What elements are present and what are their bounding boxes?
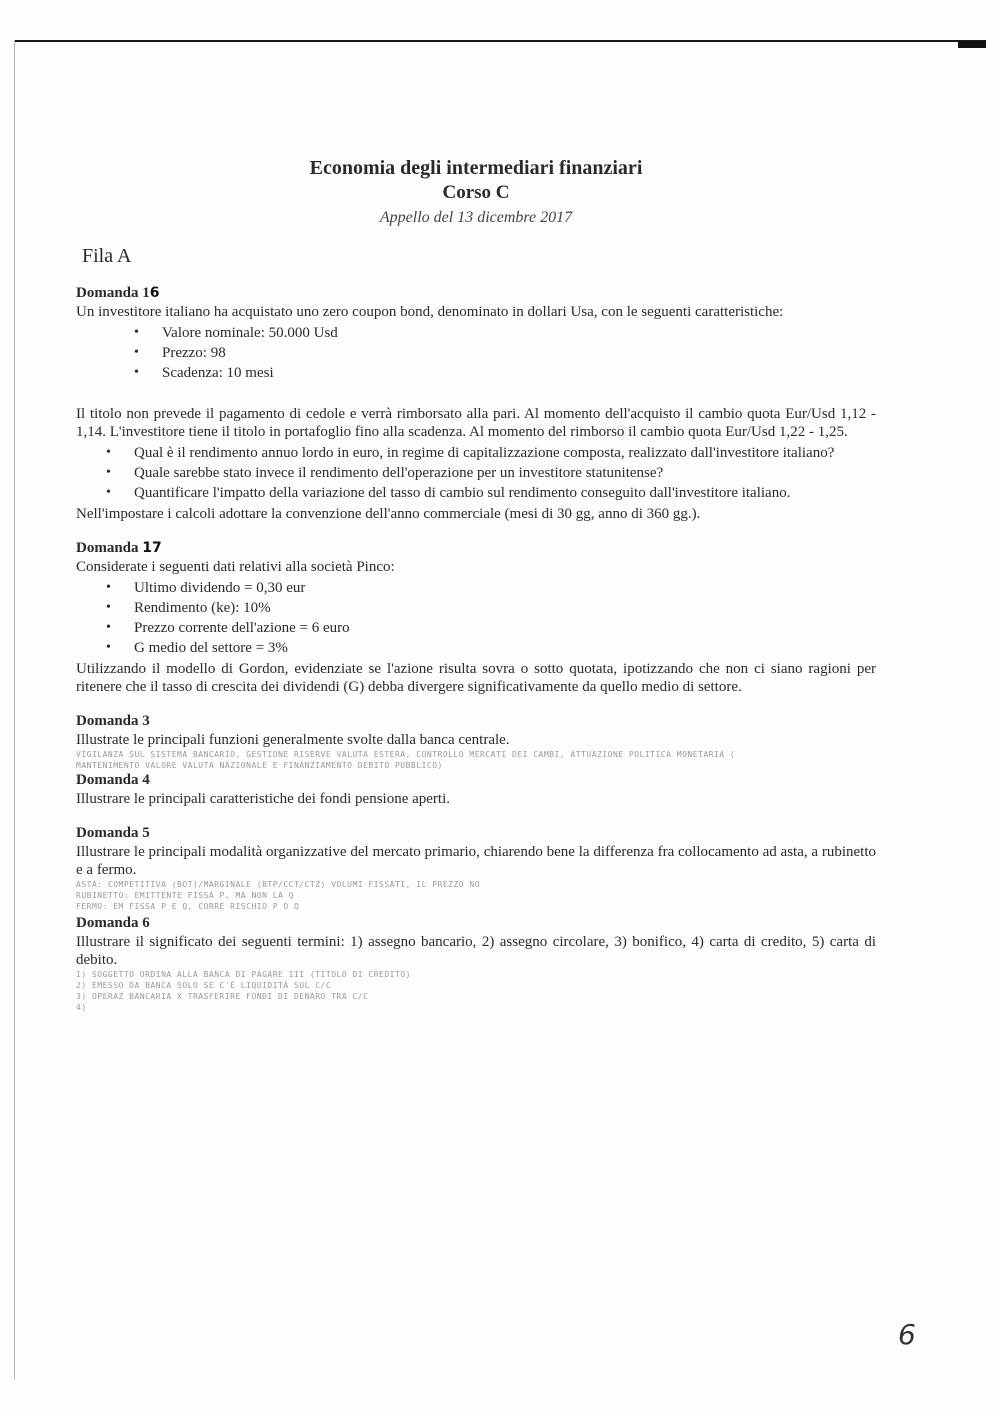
list-item: • G medio del settore = 3% xyxy=(106,638,876,658)
handwritten-annotation: 1) SOGGETTO ORDINA ALLA BANCA DI PAGARE III (TITOLO DI CREDITO) xyxy=(76,970,411,979)
exam-title: Economia degli intermediari finanziari xyxy=(309,157,643,179)
list-item: • Scadenza: 10 mesi xyxy=(134,363,876,383)
question-1-body: Il titolo non prevede il pagamento di cedole e verrà rimborsato alla pari. Al momento dell'acquisto il cambio quota Eur/Usd 1,12 - 1,14. L'investitore tiene il titolo in portafoglio fino alla scadenza. Al momento del rimborso il cambio quota Eur/Usd 1,22 - 1,25. xyxy=(76,406,876,440)
question-2-intro: Considerate i seguenti dati relativi alla società Pinco: xyxy=(76,559,395,575)
question-1-handwritten-number: 6 xyxy=(149,285,160,301)
question-4 xyxy=(76,771,876,808)
question-2 xyxy=(76,539,876,696)
question-4-text: Illustrare le principali caratteristiche dei fondi pensione aperti. xyxy=(76,791,451,807)
exam-fila: Fila A xyxy=(82,245,132,267)
scan-mark xyxy=(958,41,986,48)
handwritten-annotation: MANTENIMENTO VALORE VALUTA NAZIONALE E FINANZIAMENTO DEBITO PUBBLICO) xyxy=(76,761,443,770)
handwritten-annotation: RUBINETTO: EMITTENTE FISSA P, MA NON LA Q xyxy=(76,891,294,900)
list-item: • Prezzo: 98 xyxy=(134,343,876,363)
list-item: • Quale sarebbe stato invece il rendimento dell'operazione per un investitore statunitense? xyxy=(106,463,876,483)
question-1-note: Nell'impostare i calcoli adottare la convenzione dell'anno commerciale (mesi di 30 gg, anno di 360 gg.). xyxy=(76,506,701,522)
exam-course: Corso C xyxy=(442,182,510,203)
list-item: • Ultimo dividendo = 0,30 eur xyxy=(106,578,876,598)
list-item: • Quantificare l'impatto della variazione del tasso di cambio sul rendimento conseguito dall'investitore italiano. xyxy=(106,483,876,503)
question-5-text: Illustrare le principali modalità organizzative del mercato primario, chiarendo bene la differenza fra collocamento ad asta, a rubinetto e a fermo. xyxy=(76,844,876,878)
scan-border-left xyxy=(14,40,15,1380)
handwritten-annotation: VIGILANZA SUL SISTEMA BANCARIO, GESTIONE RISERVE VALUTA ESTERA, CONTROLLO MERCATI DEI CAMBI, ATTUAZIONE POLITICA MONETARIA ( xyxy=(76,750,736,759)
question-1-list xyxy=(76,323,876,383)
question-6-text: Illustrare il significato dei seguenti termini: 1) assegno bancario, 2) assegno circolare, 3) bonifico, 4) carta di credito, 5) carta di debito. xyxy=(76,934,876,968)
question-2-handwritten-number: 17 xyxy=(142,540,162,556)
question-5 xyxy=(76,824,876,912)
list-item: • Valore nominale: 50.000 Usd xyxy=(134,323,876,343)
handwritten-page-number: 6 xyxy=(898,1318,916,1351)
question-4-label: Domanda 4 xyxy=(76,772,150,788)
question-1 xyxy=(76,284,876,523)
handwritten-annotation: ASTA: COMPETITIVA (BOT)/MARGINALE (BTP/CCT/CTZ) VOLUMI FISSATI, IL PREZZO NO xyxy=(76,880,481,889)
list-item: • Prezzo corrente dell'azione = 6 euro xyxy=(106,618,876,638)
question-6-label: Domanda 6 xyxy=(76,915,150,931)
handwritten-annotation: 3) OPERAZ BANCARIA X TRASFERIRE FONDI DI DENARO TRA C/C xyxy=(76,992,369,1001)
question-1-intro: Un investitore italiano ha acquistato uno zero coupon bond, denominato in dollari Usa, con le seguenti caratteristiche: xyxy=(76,304,784,320)
handwritten-annotation: 2) EMESSO DA BANCA SOLO SE C'È LIQUIDITÀ SUL C/C xyxy=(76,981,332,990)
handwritten-annotation: 4) xyxy=(76,1003,87,1012)
exam-page xyxy=(76,155,876,1029)
handwritten-annotation: FERMO: EM FISSA P E Q, CORRE RISCHIO P O Q xyxy=(76,902,300,911)
list-item: • Rendimento (ke): 10% xyxy=(106,598,876,618)
question-2-label: Domanda 17 xyxy=(76,540,162,556)
question-2-list xyxy=(76,578,876,658)
question-6 xyxy=(76,914,876,1013)
question-5-label: Domanda 5 xyxy=(76,825,150,841)
question-2-body: Utilizzando il modello di Gordon, evidenziate se l'azione risulta sovra o sotto quotata, ipotizzando che non ci siano ragioni per ritenere che il tasso di crescita dei dividendi (G) debba divergere significativamente da quello medio di settore. xyxy=(76,661,876,695)
exam-date: Appello del 13 dicembre 2017 xyxy=(379,209,573,226)
question-1-label: Domanda 16 xyxy=(76,285,160,301)
scan-border-top xyxy=(14,40,986,42)
question-3-text: Illustrate le principali funzioni generalmente svolte dalla banca centrale. xyxy=(76,732,510,748)
question-3-label: Domanda 3 xyxy=(76,713,150,729)
list-item: • Qual è il rendimento annuo lordo in euro, in regime di capitalizzazione composta, realizzato dall'investitore italiano? xyxy=(106,443,876,463)
question-3 xyxy=(76,712,876,771)
question-1-subquestions xyxy=(76,443,876,503)
